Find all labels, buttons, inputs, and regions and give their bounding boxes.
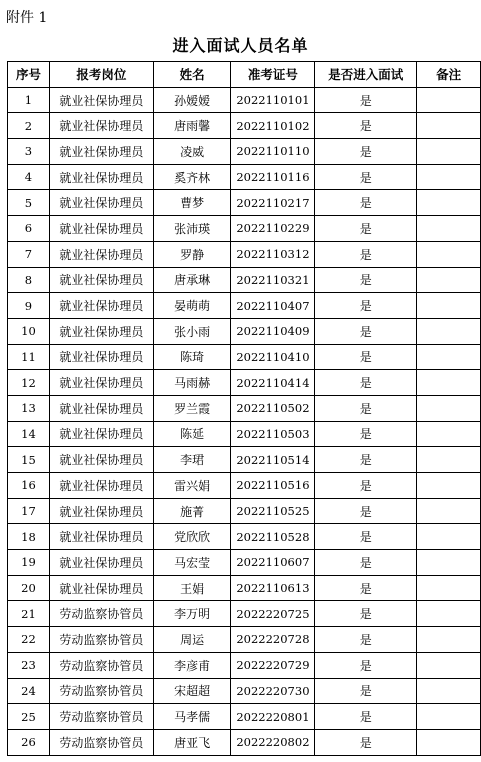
cell-index: 8 <box>8 267 50 293</box>
cell-remarks <box>417 627 481 653</box>
cell-name: 党欣欣 <box>153 524 231 550</box>
cell-index: 15 <box>8 447 50 473</box>
cell-interview-status: 是 <box>315 344 417 370</box>
cell-remarks <box>417 87 481 113</box>
cell-remarks <box>417 318 481 344</box>
cell-index: 9 <box>8 293 50 319</box>
cell-index: 22 <box>8 627 50 653</box>
table-row <box>8 550 481 576</box>
cell-exam-number: 2022110101 <box>231 87 315 113</box>
cell-interview-status: 是 <box>315 395 417 421</box>
cell-position: 就业社保协理员 <box>49 370 153 396</box>
cell-interview-status: 是 <box>315 241 417 267</box>
cell-position: 就业社保协理员 <box>49 447 153 473</box>
cell-exam-number: 2022220725 <box>231 601 315 627</box>
cell-name: 马孝儒 <box>153 704 231 730</box>
cell-position: 劳动监察协管员 <box>49 627 153 653</box>
cell-index: 16 <box>8 473 50 499</box>
table-row <box>8 575 481 601</box>
cell-name: 唐承琳 <box>153 267 231 293</box>
cell-remarks <box>417 421 481 447</box>
cell-name: 周运 <box>153 627 231 653</box>
header-exam-number: 准考证号 <box>231 62 315 88</box>
cell-exam-number: 2022110102 <box>231 113 315 139</box>
cell-interview-status: 是 <box>315 524 417 550</box>
table-row <box>8 652 481 678</box>
cell-name: 曹梦 <box>153 190 231 216</box>
cell-name: 孙嫒嫒 <box>153 87 231 113</box>
header-remarks: 备注 <box>417 62 481 88</box>
table-row <box>8 318 481 344</box>
attachment-label: 附件 1 <box>6 10 48 26</box>
cell-remarks <box>417 216 481 242</box>
cell-position: 就业社保协理员 <box>49 87 153 113</box>
cell-name: 凌威 <box>153 139 231 165</box>
cell-exam-number: 2022110502 <box>231 395 315 421</box>
cell-exam-number: 2022220730 <box>231 678 315 704</box>
cell-exam-number: 2022110321 <box>231 267 315 293</box>
cell-remarks <box>417 139 481 165</box>
cell-name: 陈延 <box>153 421 231 447</box>
cell-index: 6 <box>8 216 50 242</box>
cell-exam-number: 2022110409 <box>231 318 315 344</box>
cell-name: 罗静 <box>153 241 231 267</box>
header-index: 序号 <box>8 62 50 88</box>
cell-position: 劳动监察协管员 <box>49 652 153 678</box>
cell-name: 唐雨馨 <box>153 113 231 139</box>
cell-position: 就业社保协理员 <box>49 318 153 344</box>
cell-name: 张沛瑛 <box>153 216 231 242</box>
cell-exam-number: 2022110514 <box>231 447 315 473</box>
cell-position: 劳动监察协管员 <box>49 729 153 755</box>
cell-exam-number: 2022110613 <box>231 575 315 601</box>
cell-remarks <box>417 704 481 730</box>
cell-interview-status: 是 <box>315 473 417 499</box>
cell-index: 14 <box>8 421 50 447</box>
cell-position: 就业社保协理员 <box>49 216 153 242</box>
table-row <box>8 473 481 499</box>
cell-name: 马宏莹 <box>153 550 231 576</box>
cell-interview-status: 是 <box>315 267 417 293</box>
table-row <box>8 704 481 730</box>
cell-name: 罗兰霞 <box>153 395 231 421</box>
cell-remarks <box>417 344 481 370</box>
cell-exam-number: 2022110528 <box>231 524 315 550</box>
cell-name: 王娟 <box>153 575 231 601</box>
cell-remarks <box>417 190 481 216</box>
cell-interview-status: 是 <box>315 498 417 524</box>
cell-position: 就业社保协理员 <box>49 190 153 216</box>
cell-position: 就业社保协理员 <box>49 241 153 267</box>
cell-index: 1 <box>8 87 50 113</box>
table-row <box>8 241 481 267</box>
header-position: 报考岗位 <box>49 62 153 88</box>
cell-exam-number: 2022110407 <box>231 293 315 319</box>
cell-position: 就业社保协理员 <box>49 524 153 550</box>
cell-index: 5 <box>8 190 50 216</box>
cell-interview-status: 是 <box>315 164 417 190</box>
cell-remarks <box>417 370 481 396</box>
cell-exam-number: 2022220729 <box>231 652 315 678</box>
cell-exam-number: 2022110503 <box>231 421 315 447</box>
cell-interview-status: 是 <box>315 729 417 755</box>
cell-interview-status: 是 <box>315 678 417 704</box>
cell-index: 10 <box>8 318 50 344</box>
cell-exam-number: 2022110414 <box>231 370 315 396</box>
cell-index: 18 <box>8 524 50 550</box>
page-title: 进入面试人员名单 <box>172 36 309 55</box>
candidate-table <box>7 61 481 756</box>
cell-name: 李珺 <box>153 447 231 473</box>
table-row <box>8 447 481 473</box>
cell-name: 奚齐林 <box>153 164 231 190</box>
cell-interview-status: 是 <box>315 216 417 242</box>
cell-remarks <box>417 652 481 678</box>
cell-exam-number: 2022110525 <box>231 498 315 524</box>
cell-position: 就业社保协理员 <box>49 164 153 190</box>
cell-exam-number: 2022110229 <box>231 216 315 242</box>
cell-index: 23 <box>8 652 50 678</box>
cell-position: 劳动监察协管员 <box>49 678 153 704</box>
cell-index: 3 <box>8 139 50 165</box>
cell-index: 4 <box>8 164 50 190</box>
cell-position: 就业社保协理员 <box>49 293 153 319</box>
cell-index: 11 <box>8 344 50 370</box>
table-row <box>8 729 481 755</box>
cell-position: 就业社保协理员 <box>49 421 153 447</box>
header-interview-status: 是否进入面试 <box>315 62 417 88</box>
table-row <box>8 395 481 421</box>
table-row <box>8 190 481 216</box>
cell-position: 就业社保协理员 <box>49 113 153 139</box>
cell-index: 7 <box>8 241 50 267</box>
cell-remarks <box>417 447 481 473</box>
table-row <box>8 498 481 524</box>
table-row <box>8 370 481 396</box>
cell-name: 张小雨 <box>153 318 231 344</box>
cell-remarks <box>417 293 481 319</box>
table-row <box>8 267 481 293</box>
cell-exam-number: 2022110116 <box>231 164 315 190</box>
table-row <box>8 524 481 550</box>
cell-remarks <box>417 498 481 524</box>
cell-interview-status: 是 <box>315 139 417 165</box>
cell-index: 19 <box>8 550 50 576</box>
cell-index: 13 <box>8 395 50 421</box>
table-row <box>8 678 481 704</box>
cell-interview-status: 是 <box>315 550 417 576</box>
cell-name: 唐亚飞 <box>153 729 231 755</box>
cell-name: 雷兴娟 <box>153 473 231 499</box>
cell-exam-number: 2022220728 <box>231 627 315 653</box>
cell-exam-number: 2022110410 <box>231 344 315 370</box>
cell-remarks <box>417 524 481 550</box>
cell-remarks <box>417 241 481 267</box>
cell-position: 就业社保协理员 <box>49 395 153 421</box>
cell-exam-number: 2022110607 <box>231 550 315 576</box>
cell-position: 就业社保协理员 <box>49 267 153 293</box>
cell-name: 陈琦 <box>153 344 231 370</box>
cell-exam-number: 2022220801 <box>231 704 315 730</box>
table-row <box>8 421 481 447</box>
cell-index: 17 <box>8 498 50 524</box>
cell-interview-status: 是 <box>315 87 417 113</box>
cell-position: 就业社保协理员 <box>49 473 153 499</box>
cell-interview-status: 是 <box>315 627 417 653</box>
cell-position: 就业社保协理员 <box>49 550 153 576</box>
cell-remarks <box>417 164 481 190</box>
cell-position: 就业社保协理员 <box>49 139 153 165</box>
table-row <box>8 113 481 139</box>
cell-remarks <box>417 267 481 293</box>
cell-index: 20 <box>8 575 50 601</box>
header-name: 姓名 <box>153 62 231 88</box>
cell-remarks <box>417 113 481 139</box>
cell-index: 21 <box>8 601 50 627</box>
cell-name: 宋超超 <box>153 678 231 704</box>
cell-index: 12 <box>8 370 50 396</box>
table-row <box>8 627 481 653</box>
cell-exam-number: 2022110110 <box>231 139 315 165</box>
cell-interview-status: 是 <box>315 190 417 216</box>
table-row <box>8 216 481 242</box>
cell-interview-status: 是 <box>315 575 417 601</box>
cell-remarks <box>417 601 481 627</box>
table-row <box>8 293 481 319</box>
cell-remarks <box>417 473 481 499</box>
cell-index: 26 <box>8 729 50 755</box>
table-row <box>8 139 481 165</box>
cell-interview-status: 是 <box>315 370 417 396</box>
table-header-row <box>8 62 481 88</box>
cell-name: 李彦甫 <box>153 652 231 678</box>
table-row <box>8 164 481 190</box>
cell-remarks <box>417 395 481 421</box>
cell-exam-number: 2022220802 <box>231 729 315 755</box>
cell-exam-number: 2022110516 <box>231 473 315 499</box>
cell-index: 24 <box>8 678 50 704</box>
cell-index: 2 <box>8 113 50 139</box>
cell-interview-status: 是 <box>315 652 417 678</box>
cell-interview-status: 是 <box>315 421 417 447</box>
cell-name: 李万明 <box>153 601 231 627</box>
cell-exam-number: 2022110217 <box>231 190 315 216</box>
table-row <box>8 344 481 370</box>
cell-interview-status: 是 <box>315 293 417 319</box>
cell-interview-status: 是 <box>315 113 417 139</box>
cell-remarks <box>417 550 481 576</box>
cell-name: 施菁 <box>153 498 231 524</box>
cell-name: 晏萌萌 <box>153 293 231 319</box>
table-row <box>8 87 481 113</box>
cell-position: 就业社保协理员 <box>49 344 153 370</box>
cell-interview-status: 是 <box>315 704 417 730</box>
cell-exam-number: 2022110312 <box>231 241 315 267</box>
cell-position: 就业社保协理员 <box>49 575 153 601</box>
cell-remarks <box>417 575 481 601</box>
cell-position: 劳动监察协管员 <box>49 704 153 730</box>
cell-name: 马雨赫 <box>153 370 231 396</box>
cell-interview-status: 是 <box>315 447 417 473</box>
cell-position: 就业社保协理员 <box>49 498 153 524</box>
cell-remarks <box>417 678 481 704</box>
cell-interview-status: 是 <box>315 318 417 344</box>
cell-interview-status: 是 <box>315 601 417 627</box>
cell-remarks <box>417 729 481 755</box>
table-row <box>8 601 481 627</box>
cell-index: 25 <box>8 704 50 730</box>
cell-position: 劳动监察协管员 <box>49 601 153 627</box>
